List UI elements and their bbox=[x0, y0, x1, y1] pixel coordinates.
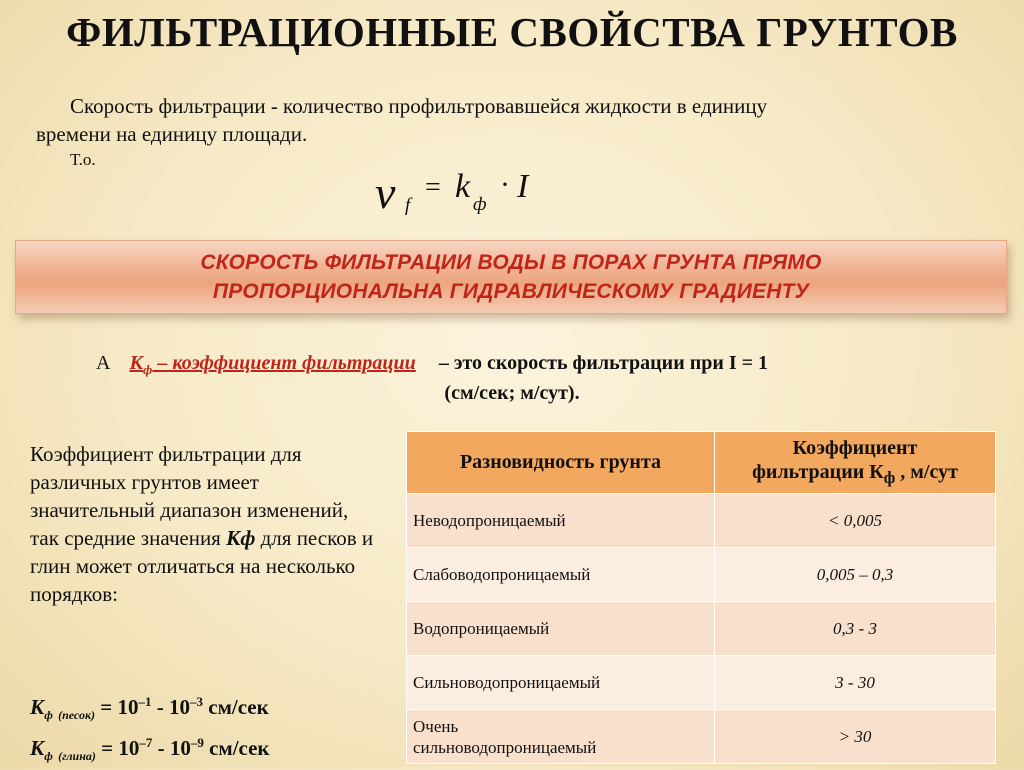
kf-k: К bbox=[129, 352, 144, 374]
header-coefficient bbox=[715, 432, 996, 494]
side-text-kf: Кф bbox=[226, 526, 256, 550]
row-soil-type-line-2: сильноводопроницаемый bbox=[413, 737, 597, 757]
to-label: Т.о. bbox=[70, 150, 96, 169]
kf-term bbox=[129, 352, 416, 377]
header-coefficient-line-2: фильтрации К bbox=[752, 460, 884, 483]
header-coefficient-unit: , м/сут bbox=[895, 460, 958, 483]
clay-formula bbox=[30, 729, 390, 770]
definition-line-2: времени на единицу площади. bbox=[36, 122, 308, 146]
sand-exp-2: –3 bbox=[190, 694, 204, 709]
kf-term-text: – коэффициент фильтрации bbox=[152, 352, 416, 374]
clay-eq: = 10 bbox=[95, 736, 140, 761]
side-text bbox=[30, 440, 380, 608]
header-coefficient-sub: ф bbox=[883, 467, 896, 487]
row-coefficient: > 30 bbox=[715, 710, 996, 764]
sand-formula bbox=[30, 688, 390, 729]
row-soil-type bbox=[407, 710, 715, 764]
clay-exp-1: –7 bbox=[139, 735, 153, 751]
clay-k: К bbox=[30, 736, 45, 761]
table-header-row bbox=[407, 432, 996, 494]
definition-paragraph bbox=[36, 92, 996, 148]
formula-dot: · bbox=[500, 168, 510, 201]
clay-unit: см/сек bbox=[203, 736, 270, 761]
kf-rest: – это скорость фильтрации при I = 1 bbox=[438, 352, 769, 374]
banner-line-2: ПРОПОРЦИОНАЛЬНА ГИДРАВЛИЧЕСКОМУ ГРАДИЕНТУ bbox=[212, 280, 810, 303]
formula-equals: = bbox=[425, 172, 441, 203]
clay-label: (глина) bbox=[58, 749, 96, 764]
row-soil-type: Слабоводопроницаемый bbox=[407, 548, 715, 602]
formula-velocity-sub: f bbox=[405, 195, 411, 216]
clay-mid: - 10 bbox=[152, 736, 191, 761]
row-coefficient: 0,005 – 0,3 bbox=[715, 548, 996, 602]
sand-k-sub: ф bbox=[44, 708, 53, 723]
sand-unit: см/сек bbox=[203, 695, 269, 719]
header-coefficient-line-1: Коэффициент bbox=[792, 436, 918, 459]
formula-k: k bbox=[455, 168, 471, 205]
side-text-part-2: для песков и глин может отличаться на несколько порядков: bbox=[30, 526, 374, 606]
kf-prefix: А bbox=[96, 352, 111, 374]
table-row bbox=[407, 494, 996, 548]
kf-units: (см/сек; м/сут). bbox=[444, 382, 580, 404]
row-soil-type: Сильноводопроницаемый bbox=[407, 656, 715, 710]
row-soil-type: Неводопроницаемый bbox=[407, 494, 715, 548]
filtration-formula bbox=[375, 160, 595, 220]
row-coefficient: < 0,005 bbox=[715, 494, 996, 548]
table-row bbox=[407, 602, 996, 656]
sand-eq: = 10 bbox=[95, 695, 139, 719]
sand-label: (песок) bbox=[58, 708, 96, 723]
side-text-part-1: Коэффициент фильтрации для различных грунтов имеет значительный диапазон изменений, так средние значения bbox=[30, 442, 349, 550]
sand-mid: - 10 bbox=[151, 695, 191, 719]
formula-gradient: I bbox=[517, 168, 529, 205]
clay-k-sub: ф bbox=[44, 749, 53, 764]
filtration-table bbox=[406, 431, 996, 764]
range-formulas bbox=[30, 688, 390, 770]
formula-k-sub: ф bbox=[473, 194, 487, 215]
table-row bbox=[407, 656, 996, 710]
row-soil-type: Водопроницаемый bbox=[407, 602, 715, 656]
page-title: ФИЛЬТРАЦИОННЫЕ СВОЙСТВА ГРУНТОВ bbox=[66, 9, 958, 55]
row-coefficient: 0,3 - 3 bbox=[715, 602, 996, 656]
table-row bbox=[407, 710, 996, 764]
row-soil-type-line-1: Очень bbox=[413, 716, 459, 736]
table-row bbox=[407, 548, 996, 602]
clay-exp-2: –9 bbox=[190, 735, 204, 751]
formula-velocity: v bbox=[375, 167, 396, 218]
header-soil-type: Разновидность грунта bbox=[407, 432, 715, 494]
sand-exp-1: –1 bbox=[138, 694, 152, 709]
definition-line-1: Скорость фильтрации - количество профильтровавшейся жидкости в единицу bbox=[70, 94, 768, 118]
sand-k: К bbox=[30, 695, 45, 719]
row-coefficient: 3 - 30 bbox=[715, 656, 996, 710]
law-banner bbox=[15, 240, 1007, 314]
banner-line-1: СКОРОСТЬ ФИЛЬТРАЦИИ ВОДЫ В ПОРАХ ГРУНТА ПРЯМО bbox=[200, 251, 822, 274]
kf-k-sub: ф bbox=[143, 362, 153, 377]
kf-definition bbox=[96, 352, 996, 378]
